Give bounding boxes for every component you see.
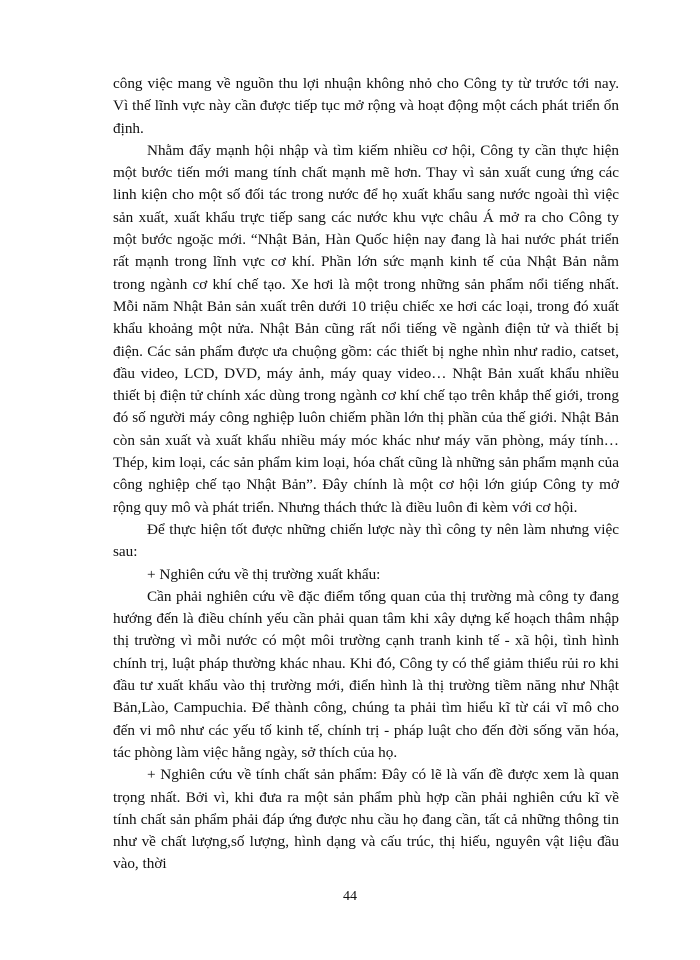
document-body [113,73,619,876]
paragraph-2: Nhằm đẩy mạnh hội nhập và tìm kiếm nhiều cơ hội, Công ty cần thực hiện một bước tiến mới mang tính chất mạnh mẽ hơn. Thay vì sản xuất cung ứng các linh kiện cho một số đối tác trong nước để họ xuất khẩu sang nước ngoài thì việc sản xuất, xuất khẩu trực tiếp sang các nước khu vực châu Á mở ra cho Công ty một bước ngoặc mới. “Nhật Bản, Hàn Quốc hiện nay đang là hai nước phát triển rất mạnh trong lĩnh vực cơ khí. Phần lớn sức mạnh kinh tế của Nhật Bản nằm trong ngành cơ khí chế tạo. Xe hơi là một trong những sản phẩm nổi tiếng nhất. Mỗi năm Nhật Bản sản xuất trên dưới 10 triệu chiếc xe hơi các loại, trong đó xuất khẩu khoảng một nửa. Nhật Bản cũng rất nổi tiếng về ngành điện tử và thiết bị điện. Các sản phẩm được ưa chuộng gồm: các thiết bị nghe nhìn như radio, catset, đầu video, LCD, DVD, máy ảnh, máy quay video… Nhật Bản xuất khẩu nhiều thiết bị điện tử chính xác dùng trong ngành cơ khí chế tạo trên khắp thế giới, trong đó số người máy công nghiệp luôn chiếm phần lớn thị phần của thế giới. Nhật Bản còn sản xuất và xuất khẩu nhiều máy móc khác như máy văn phòng, máy tính… Thép, kim loại, các sản phẩm kim loại, hóa chất cũng là những sản phẩm mạnh của công nghiệp chế tạo Nhật Bản”. Đây chính là một cơ hội lớn giúp Công ty mở rộng quy mô và phát triển. Nhưng thách thức là điều luôn đi kèm với cơ hội. [113,141,619,516]
page-number: 44 [343,889,357,904]
bullet-product-research: + Nghiên cứu về tính chất sản phẩm: Đây có lẽ là vấn đề được xem là quan trọng nhất. Bởi vì, khi đưa ra một sản phẩm phù hợp cần phải nghiên cứu kĩ về tính chất sản phẩm phải đáp ứng được nhu cầu họ đang cần, tất cả những thông tin như về chất lượng,số lượng, hình dạng và cấu trúc, thị hiếu, nguyên vật liệu đầu vào, thời [113,766,619,873]
paragraph-1: công việc mang về nguồn thu lợi nhuận không nhỏ cho Công ty từ trước tới nay. Vì thế lĩnh vực này cần được tiếp tục mở rộng và hoạt động một cách phát triển ổn định. [113,75,619,137]
paragraph-3: Để thực hiện tốt được những chiến lược này thì công ty nên làm nhưng việc sau: [113,520,619,561]
bullet-export-market-heading: + Nghiên cứu về thị trường xuất khẩu: [147,565,381,583]
paragraph-4: Cần phải nghiên cứu về đặc điểm tổng quan của thị trường mà công ty đang hướng đến là điều chính yếu cần phải quan tâm khi xây dựng kế hoạch thâm nhập thị trường vì mỗi nước có một môi trường cạnh tranh kinh tế - xã hội, tình hình chính trị, luật pháp thường khác nhau. Khi đó, Công ty có thể giảm thiểu rủi ro khi đầu tư xuất khẩu vào thị trường mới, điển hình là thị trường tiềm năng như Nhật Bản,Lào, Campuchia. Để thành công, chúng ta phải tìm hiểu kĩ từ cái vĩ mô cho đến vi mô như các yếu tố kinh tế, chính trị - pháp luật cho đến đời sống văn hóa, tác phòng làm việc hằng ngày, sở thích của họ. [113,587,619,761]
